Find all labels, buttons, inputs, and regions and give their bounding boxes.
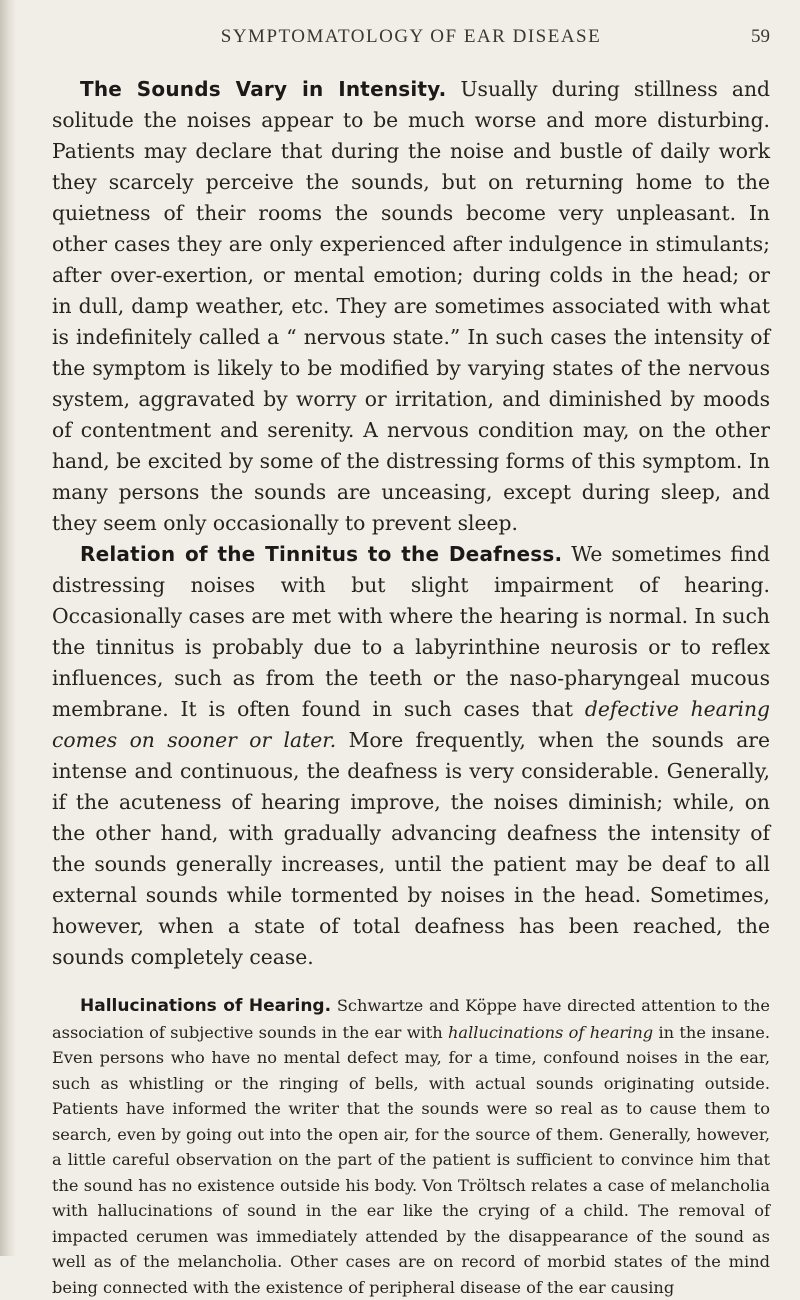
text-relation-after: More frequently, when the sounds are intense and continuous, the deafness is very considerable. Generally, if the acuteness of hearing improve, the noises diminish; while, on the other hand, with gradually advancing deafness the intensity of the sounds generally increases, until the patient may be deaf to all external sounds while tormented by noises in the head. Sometimes, however, when a state of total deafness has been reached, the sounds completely cease.	[52, 728, 770, 969]
heading-relation: Relation of the Tinnitus to the Deafness.	[80, 542, 563, 566]
paragraph-relation	[52, 539, 770, 973]
running-head	[52, 22, 770, 62]
page-number: 59	[751, 26, 770, 47]
text-intensity: Usually during stillness and solitude the noises appear to be much worse and more disturbing. Patients may declare that during the noise and bustle of daily work they scarcely perceive the sounds, but on returning home to the quietness of their rooms the sounds become very unpleasant. In other cases they are only experienced after indulgence in stimulants; after over-exertion, or mental emotion; during colds in the head; or in dull, damp weather, etc. They are sometimes associated with what is indefinitely called a “ nervous state.” In such cases the intensity of the symptom is likely to be modified by varying states of the nervous system, aggravated by worry or irritation, and diminished by moods of contentment and serenity. A nervous condition may, on the other hand, be excited by some of the distressing forms of this symptom. In many persons the sounds are unceasing, except during sleep, and they seem only occasionally to prevent sleep.	[52, 77, 770, 535]
book-page	[52, 22, 770, 1300]
page-gutter-shadow	[0, 0, 16, 1256]
text-hallucinations-before: Schwartze and Köppe have directed attention to the association of subjective sounds in the ear with	[52, 996, 771, 1042]
text-relation-before: We sometimes find distressing noises with but slight impairment of hearing. Occasionally cases are met with where the hearing is normal. In such the tinnitus is probably due to a labyrinthine neurosis or to reflex influences, such as from the teeth or the naso-pharyngeal mucous membrane. It is often found in such cases that	[52, 542, 771, 721]
paragraph-intensity	[52, 74, 770, 539]
text-hallucinations-italic: hallucinations of hearing	[448, 1022, 654, 1042]
running-head-title: SYMPTOMATOLOGY OF EAR DISEASE	[220, 26, 602, 47]
heading-hallucinations: Hallucinations of Hearing.	[80, 996, 332, 1016]
text-relation-italic: defective hearing comes on sooner or later.	[52, 697, 771, 752]
heading-intensity: The Sounds Vary in Intensity.	[80, 77, 447, 101]
paragraph-hallucinations	[52, 993, 770, 1300]
text-hallucinations-after: in the insane. Even persons who have no mental defect may, for a time, confound noises in the ear, such as whistling or the ringing of bells, with actual sounds originating outside. Patients have informed the writer that the sounds were so real as to cause them to search, even by going out into the open air, for the source of them. Generally, however, a little careful observation on the part of the patient is sufficient to convince him that the sound has no existence outside his body. Von Tröltsch relates a case of melancholia with hallucinations of sound in the ear like the crying of a child. The removal of impacted cerumen was immediately attended by the disappearance of the sound as well as of the melancholia. Other cases are on record of morbid states of the mind being connected with the existence of peripheral disease of the ear causing	[52, 1022, 770, 1297]
